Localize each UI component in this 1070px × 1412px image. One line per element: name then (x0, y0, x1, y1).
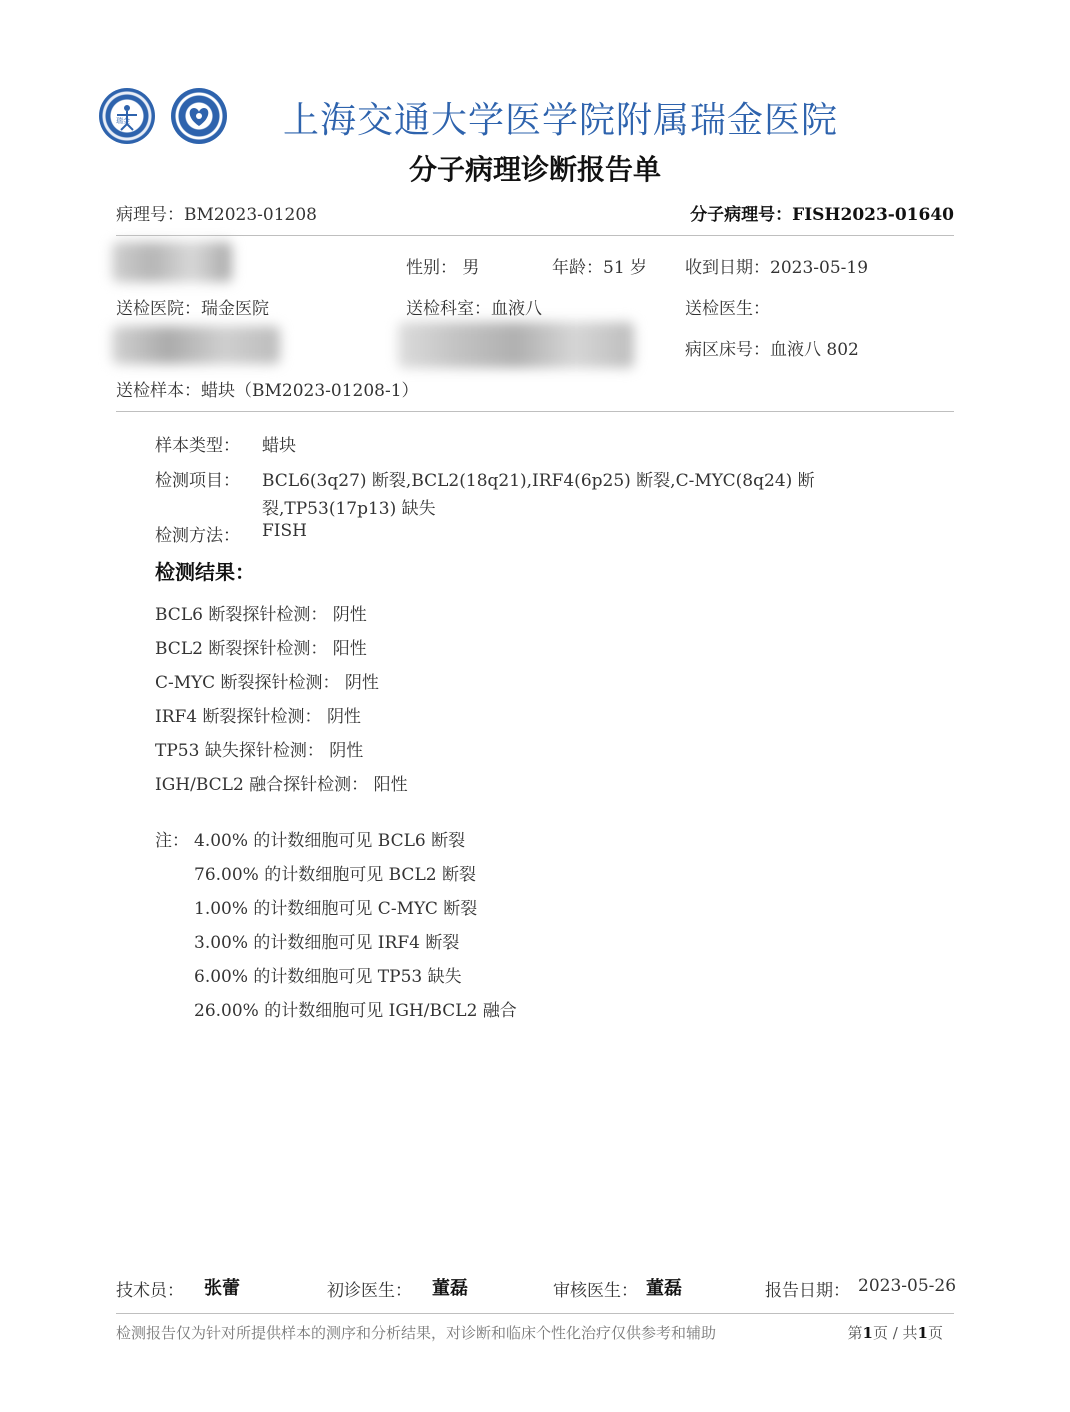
molecular-pathology-number (690, 200, 954, 225)
result-value: 阴性 (344, 673, 379, 693)
received-value: 2023-05-19 (770, 258, 869, 278)
initial-doctor-name: 董磊 (432, 1278, 468, 1299)
result-item (155, 600, 367, 625)
page-total: 1 (917, 1324, 928, 1342)
ward-value: 血液八 802 (770, 340, 859, 360)
department-field (406, 294, 542, 319)
technician-label: 技术员： (116, 1281, 184, 1301)
method-label: 检测方法： (155, 526, 240, 546)
pathology-number (116, 200, 317, 225)
note-line: 4.00% 的计数细胞可见 BCL6 断裂 (194, 831, 466, 851)
sample-label: 送检样本： (116, 381, 201, 401)
heart-emblem-logo (171, 88, 227, 144)
test-items-line2: 裂,TP53(17p13) 缺失 (262, 499, 436, 519)
page-mid: 页 / 共 (872, 1324, 918, 1342)
note-line: 6.00% 的计数细胞可见 TP53 缺失 (194, 967, 462, 987)
result-value: 阴性 (329, 741, 364, 761)
result-label: TP53 缺失探针检测： (155, 741, 324, 761)
method-value: FISH (262, 521, 307, 541)
dept-value: 血液八 (491, 299, 542, 319)
doctor-field (685, 294, 770, 319)
logo1-text: 瑞金 (116, 117, 130, 125)
submitting-hospital-field (116, 294, 269, 319)
result-item (155, 770, 408, 795)
redacted-name (112, 242, 232, 282)
result-label: IGH/BCL2 融合探针检测： (155, 775, 369, 795)
age-value: 51 岁 (603, 258, 648, 278)
note-line: 76.00% 的计数细胞可见 BCL2 断裂 (194, 865, 476, 885)
page-indicator (848, 1322, 944, 1343)
sample-type-label: 样本类型： (155, 436, 240, 456)
hospital-label: 送检医院： (116, 299, 201, 319)
hospital-name: 上海交通大学医学院附属瑞金医院 (283, 100, 839, 141)
report-date-label: 报告日期： (765, 1281, 850, 1301)
sample-field (116, 376, 419, 401)
page-prefix: 第 (847, 1324, 863, 1342)
redacted-id (112, 326, 280, 364)
results-title: 检测结果： (155, 560, 255, 584)
result-value: 阴性 (326, 707, 361, 727)
note-line: 1.00% 的计数细胞可见 C-MYC 断裂 (194, 899, 478, 919)
divider-middle (116, 411, 954, 412)
age-field (552, 253, 647, 278)
note-line: 3.00% 的计数细胞可见 IRF4 断裂 (194, 933, 460, 953)
age-label: 年龄： (552, 258, 603, 278)
result-label: IRF4 断裂探针检测： (155, 707, 322, 727)
pathology-number-label: 病理号： (116, 205, 184, 225)
result-label: C-MYC 断裂探针检测： (155, 673, 340, 693)
report-date-value: 2023-05-26 (858, 1276, 957, 1296)
test-items-line1: BCL6(3q27) 断裂,BCL2(18q21),IRF4(6p25) 断裂,C-MYC(8q24) 断 (262, 471, 815, 491)
ward-label: 病区床号： (685, 340, 770, 360)
review-doctor-label: 审核医生： (553, 1281, 638, 1301)
molecular-number-value: FISH2023-01640 (792, 205, 954, 225)
review-doctor-name: 董磊 (646, 1278, 682, 1299)
pathology-number-value: BM2023-01208 (184, 205, 317, 225)
result-item (155, 634, 367, 659)
note-line: 26.00% 的计数细胞可见 IGH/BCL2 融合 (194, 1001, 517, 1021)
hospital-emblem-logo (99, 88, 155, 144)
hospital-value: 瑞金医院 (201, 299, 269, 319)
sample-value: 蜡块（BM2023-01208-1） (201, 381, 419, 401)
doctor-label: 送检医生： (685, 299, 770, 319)
result-item (155, 736, 363, 761)
result-label: BCL2 断裂探针检测： (155, 639, 328, 659)
page-current: 1 (862, 1324, 873, 1342)
result-item (155, 668, 379, 693)
result-value: 阳性 (373, 775, 408, 795)
result-label: BCL6 断裂探针检测： (155, 605, 328, 625)
technician-name: 张蕾 (204, 1278, 240, 1299)
received-label: 收到日期： (685, 258, 770, 278)
disclaimer-text: 检测报告仅为针对所提供样本的测序和分析结果，对诊断和临床个性化治疗仅供参考和辅助 (116, 1324, 717, 1342)
sample-type-value: 蜡块 (262, 436, 296, 456)
divider-footer (116, 1313, 954, 1314)
redacted-info (398, 322, 634, 368)
result-value: 阳性 (332, 639, 367, 659)
sex-value: 男 (462, 258, 480, 278)
notes-prefix: 注： (155, 831, 189, 851)
molecular-number-label: 分子病理号： (690, 205, 793, 225)
sex-label: 性别： (406, 258, 457, 278)
report-title: 分子病理诊断报告单 (408, 153, 661, 186)
ward-bed-field (685, 335, 859, 360)
page-suffix: 页 (927, 1324, 943, 1342)
divider-top (116, 235, 954, 236)
test-items-label: 检测项目： (155, 471, 240, 491)
sex-field (406, 253, 479, 278)
received-date-field (685, 253, 868, 278)
dept-label: 送检科室： (406, 299, 491, 319)
result-item (155, 702, 361, 727)
initial-doctor-label: 初诊医生： (327, 1281, 412, 1301)
result-value: 阴性 (332, 605, 367, 625)
